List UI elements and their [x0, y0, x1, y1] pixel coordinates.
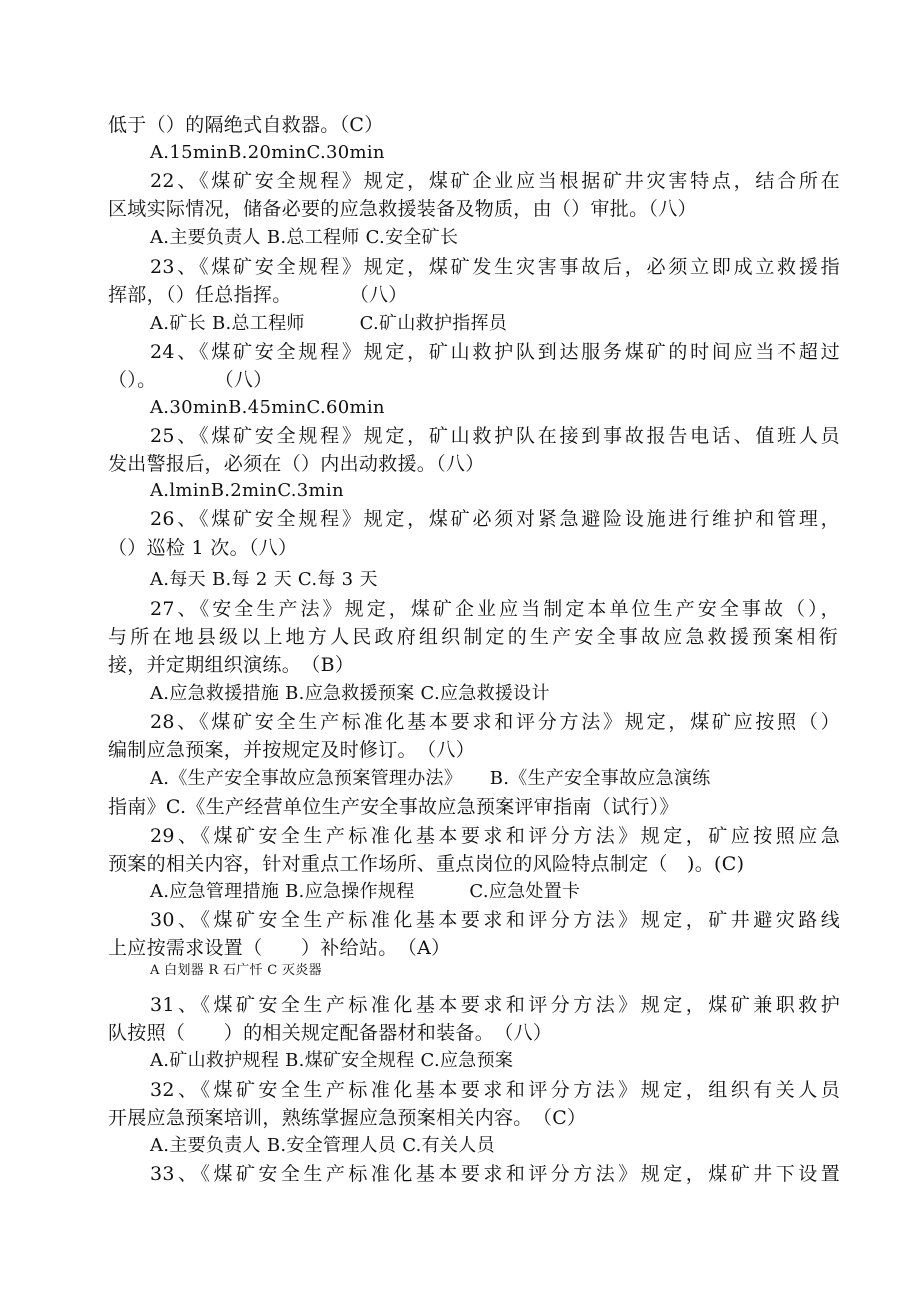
- question-line: 30、《煤矿安全生产标准化基本要求和评分方法》规定，矿井避灾路线: [150, 909, 840, 931]
- question-line: 32、《煤矿安全生产标准化基本要求和评分方法》规定，组织有关人员: [150, 1079, 840, 1101]
- question-line: 28、《煤矿安全生产标准化基本要求和评分方法》规定，煤矿应按照（）: [150, 711, 840, 733]
- text-line: （）。 （八）: [108, 369, 273, 391]
- answer-options: A.15minB.20minC.30min: [150, 142, 385, 163]
- text-line: 低于（）的隔绝式自救器。（C）: [108, 114, 384, 136]
- text-line: 挥部，（）任总指挥。 （八）: [108, 284, 408, 306]
- answer-options: A.每天 B.每 2 天 C.每 3 天: [150, 569, 378, 590]
- text-line: 区域实际情况，储备必要的应急救援装备及物质，由（）审批。（八）: [108, 198, 697, 220]
- question-line: 27、《安全生产法》规定，煤矿企业应当制定本单位生产安全事故（），: [150, 598, 840, 620]
- text-line: 开展应急预案培训，熟练掌握应急预案相关内容。 （C）: [108, 1107, 587, 1129]
- answer-options: 指南》C.《生产经营单位生产安全事故应急预案评审指南（试行）》: [108, 796, 679, 818]
- text-line: 与所在地县级以上地方人民政府组织制定的生产安全事故应急救援预案相衔: [108, 626, 838, 648]
- text-line: 预案的相关内容，针对重点工作场所、重点岗位的风险特点制定（ )。(C): [108, 853, 745, 875]
- answer-options: A.主要负责人 B.安全管理人员 C.有关人员: [150, 1135, 495, 1156]
- text-line: 编制应急预案，并按规定及时修订。 （八）: [108, 739, 476, 761]
- text-line: 接，并定期组织演练。 （B）: [108, 654, 355, 676]
- question-line: 23、《煤矿安全规程》规定，煤矿发生灾害事故后，必须立即成立救援指: [150, 256, 840, 278]
- answer-options: A.30minB.45minC.60min: [150, 397, 385, 418]
- question-line: 29、《煤矿安全生产标准化基本要求和评分方法》规定，矿应按照应急: [150, 825, 840, 847]
- answer-options: A.《生产安全事故应急预案管理办法》 B.《生产安全事故应急演练: [150, 768, 711, 789]
- question-line: 25、《煤矿安全规程》规定，矿山救护队在接到事故报告电话、值班人员: [150, 425, 840, 447]
- question-line: 22、《煤矿安全规程》规定，煤矿企业应当根据矿井灾害特点，结合所在: [150, 170, 840, 192]
- answer-options: A.应急救援措施 B.应急救援预案 C.应急救援设计: [150, 683, 550, 704]
- answer-options: A.主要负责人 B.总工程师 C.安全矿长: [150, 227, 459, 248]
- answer-options: A.应急管理措施 B.应急操作规程 C.应急处置卡: [150, 881, 581, 902]
- text-line: 上应按需求设置（ ）补给站。 （A）: [108, 937, 451, 959]
- question-line: 24、《煤矿安全规程》规定，矿山救护队到达服务煤矿的时间应当不超过: [150, 341, 840, 363]
- answer-options: A 白划器 R 石广忏 C 灭炎器: [150, 963, 322, 978]
- question-line: 33、《煤矿安全生产标准化基本要求和评分方法》规定，煤矿井下设置: [150, 1163, 840, 1185]
- text-line: （）巡检 1 次。（八）: [108, 537, 298, 559]
- text-line: 发出警报后，必须在（）内出动救援。（八）: [108, 453, 485, 475]
- answer-options: A.矿山救护规程 B.煤矿安全规程 C.应急预案: [150, 1050, 514, 1071]
- answer-options: A.lminB.2minC.3min: [150, 480, 344, 501]
- answer-options: A.矿长 B.总工程师 C.矿山救护指挥员: [150, 313, 508, 334]
- text-line: 队按照（ ）的相关规定配备器材和装备。 （八）: [108, 1022, 553, 1044]
- question-line: 26、《煤矿安全规程》规定，煤矿必须对紧急避险设施进行维护和管理，: [150, 508, 840, 530]
- question-line: 31、《煤矿安全生产标准化基本要求和评分方法》规定，煤矿兼职救护: [150, 994, 840, 1016]
